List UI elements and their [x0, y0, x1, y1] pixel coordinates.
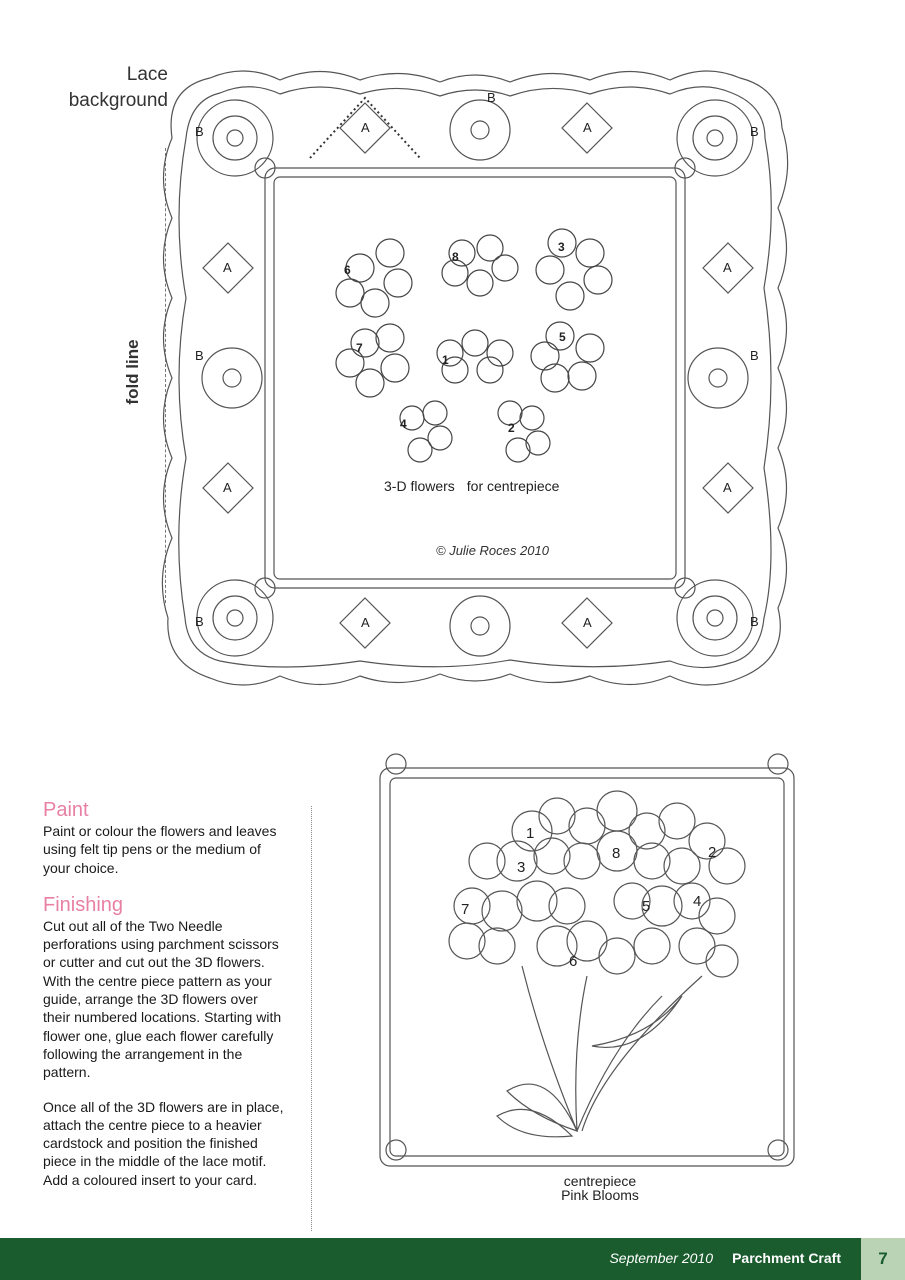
marker-a-4: A — [223, 260, 232, 275]
flower-number-8: 8 — [452, 250, 459, 264]
centrepiece-caption-line2: Pink Blooms — [561, 1187, 639, 1203]
lace-mid-bottom — [450, 596, 510, 656]
marker-a-0: A — [361, 120, 370, 135]
leaf-right — [592, 996, 682, 1047]
copyright: © Julie Roces 2010 — [436, 543, 549, 558]
marker-b-3: B — [195, 348, 204, 363]
flower-7 — [336, 324, 409, 397]
centre-number-2: 2 — [708, 844, 717, 861]
marker-a-6: A — [223, 480, 232, 495]
flower-6 — [336, 239, 412, 317]
flower-number-7: 7 — [356, 341, 363, 355]
footer-magazine: Parchment Craft — [732, 1250, 841, 1266]
marker-b-2: B — [750, 124, 759, 139]
flowers-caption — [384, 478, 559, 494]
lace-corner-br — [677, 580, 753, 656]
marker-b-0: B — [195, 124, 204, 139]
flower-number-2: 2 — [508, 421, 515, 435]
marker-b-5: B — [195, 614, 204, 629]
centre-number-3: 3 — [517, 859, 526, 876]
lace-corner-tr — [677, 100, 753, 176]
centre-number-1: 1 — [526, 825, 535, 842]
stems — [522, 966, 702, 1131]
flower-4 — [400, 401, 452, 462]
flower-number-6: 6 — [344, 263, 351, 277]
centre-flowers — [449, 791, 745, 977]
centrepiece-caption — [520, 1174, 680, 1202]
centre-frame-inner — [390, 778, 784, 1156]
page-number: 7 — [861, 1238, 905, 1280]
centre-number-5: 5 — [642, 898, 651, 915]
lace-mid-top — [450, 100, 510, 160]
marker-a-7: A — [723, 480, 732, 495]
centre-number-7: 7 — [461, 901, 470, 918]
column-divider — [311, 806, 312, 1231]
centre-number-6: 6 — [569, 953, 578, 970]
lace-frame-outer — [265, 168, 685, 588]
marker-b-6: B — [750, 614, 759, 629]
flower-2 — [498, 401, 550, 462]
leaf-bottom — [497, 1109, 572, 1137]
flower-number-4: 4 — [400, 417, 407, 431]
leaf-left — [507, 1084, 577, 1131]
centre-number-8: 8 — [612, 845, 621, 862]
marker-a-1: A — [583, 120, 592, 135]
flowers-caption-title: 3-D flowers — [384, 478, 455, 494]
centrepiece-caption-line1: centrepiece — [563, 1173, 637, 1189]
lace-label-line1: Lace — [126, 64, 168, 85]
finishing-heading: Finishing — [43, 893, 124, 916]
instructions — [43, 798, 288, 1205]
marker-a-2: A — [361, 615, 370, 630]
fold-line-label: fold line — [123, 339, 142, 405]
lace-mid-left — [202, 348, 262, 408]
marker-a-3: A — [583, 615, 592, 630]
flower-5 — [531, 322, 604, 392]
paint-body: Paint or colour the flowers and leaves using felt tip pens or the medium of your choice. — [43, 823, 277, 876]
centre-number-4: 4 — [693, 893, 702, 910]
lace-frame-inner — [274, 177, 676, 579]
footer-date: September 2010 — [609, 1250, 713, 1266]
centre-frame-outer — [380, 768, 794, 1166]
flowers-caption-for: for centrepiece — [466, 478, 560, 494]
flower-number-1: 1 — [442, 353, 449, 367]
lace-corner-tl — [197, 100, 273, 176]
lace-mid-right — [688, 348, 748, 408]
lace-label-line2: background — [68, 90, 168, 111]
flower-number-3: 3 — [558, 240, 565, 254]
paint-heading: Paint — [43, 799, 89, 821]
lace-pattern — [150, 58, 800, 698]
centrepiece-pattern — [372, 746, 802, 1176]
finishing-body-1: Cut out all of the Two Needle perforations using parchment scissors or cutter and cut out the 3D flowers. With the centre piece pattern as your guide, arrange the 3D flowers over their numbered locations. Starting with flower one, glue each flower carefully following the arrangement in the pattern. — [43, 917, 282, 1081]
marker-b-4: B — [750, 348, 759, 363]
flower-8 — [442, 235, 518, 296]
marker-a-5: A — [723, 260, 732, 275]
lace-corner-bl — [197, 580, 273, 656]
page-footer — [0, 1238, 905, 1280]
flower-number-5: 5 — [559, 330, 566, 344]
lace-inner-border — [179, 87, 772, 668]
flower-3 — [536, 229, 612, 310]
finishing-body-2: Once all of the 3D flowers are in place, attach the centre piece to a heavier cardstock and position the finished piece in the middle of the lace motif. Add a coloured insert to your card. — [43, 1098, 284, 1188]
marker-b-1: B — [487, 90, 496, 105]
